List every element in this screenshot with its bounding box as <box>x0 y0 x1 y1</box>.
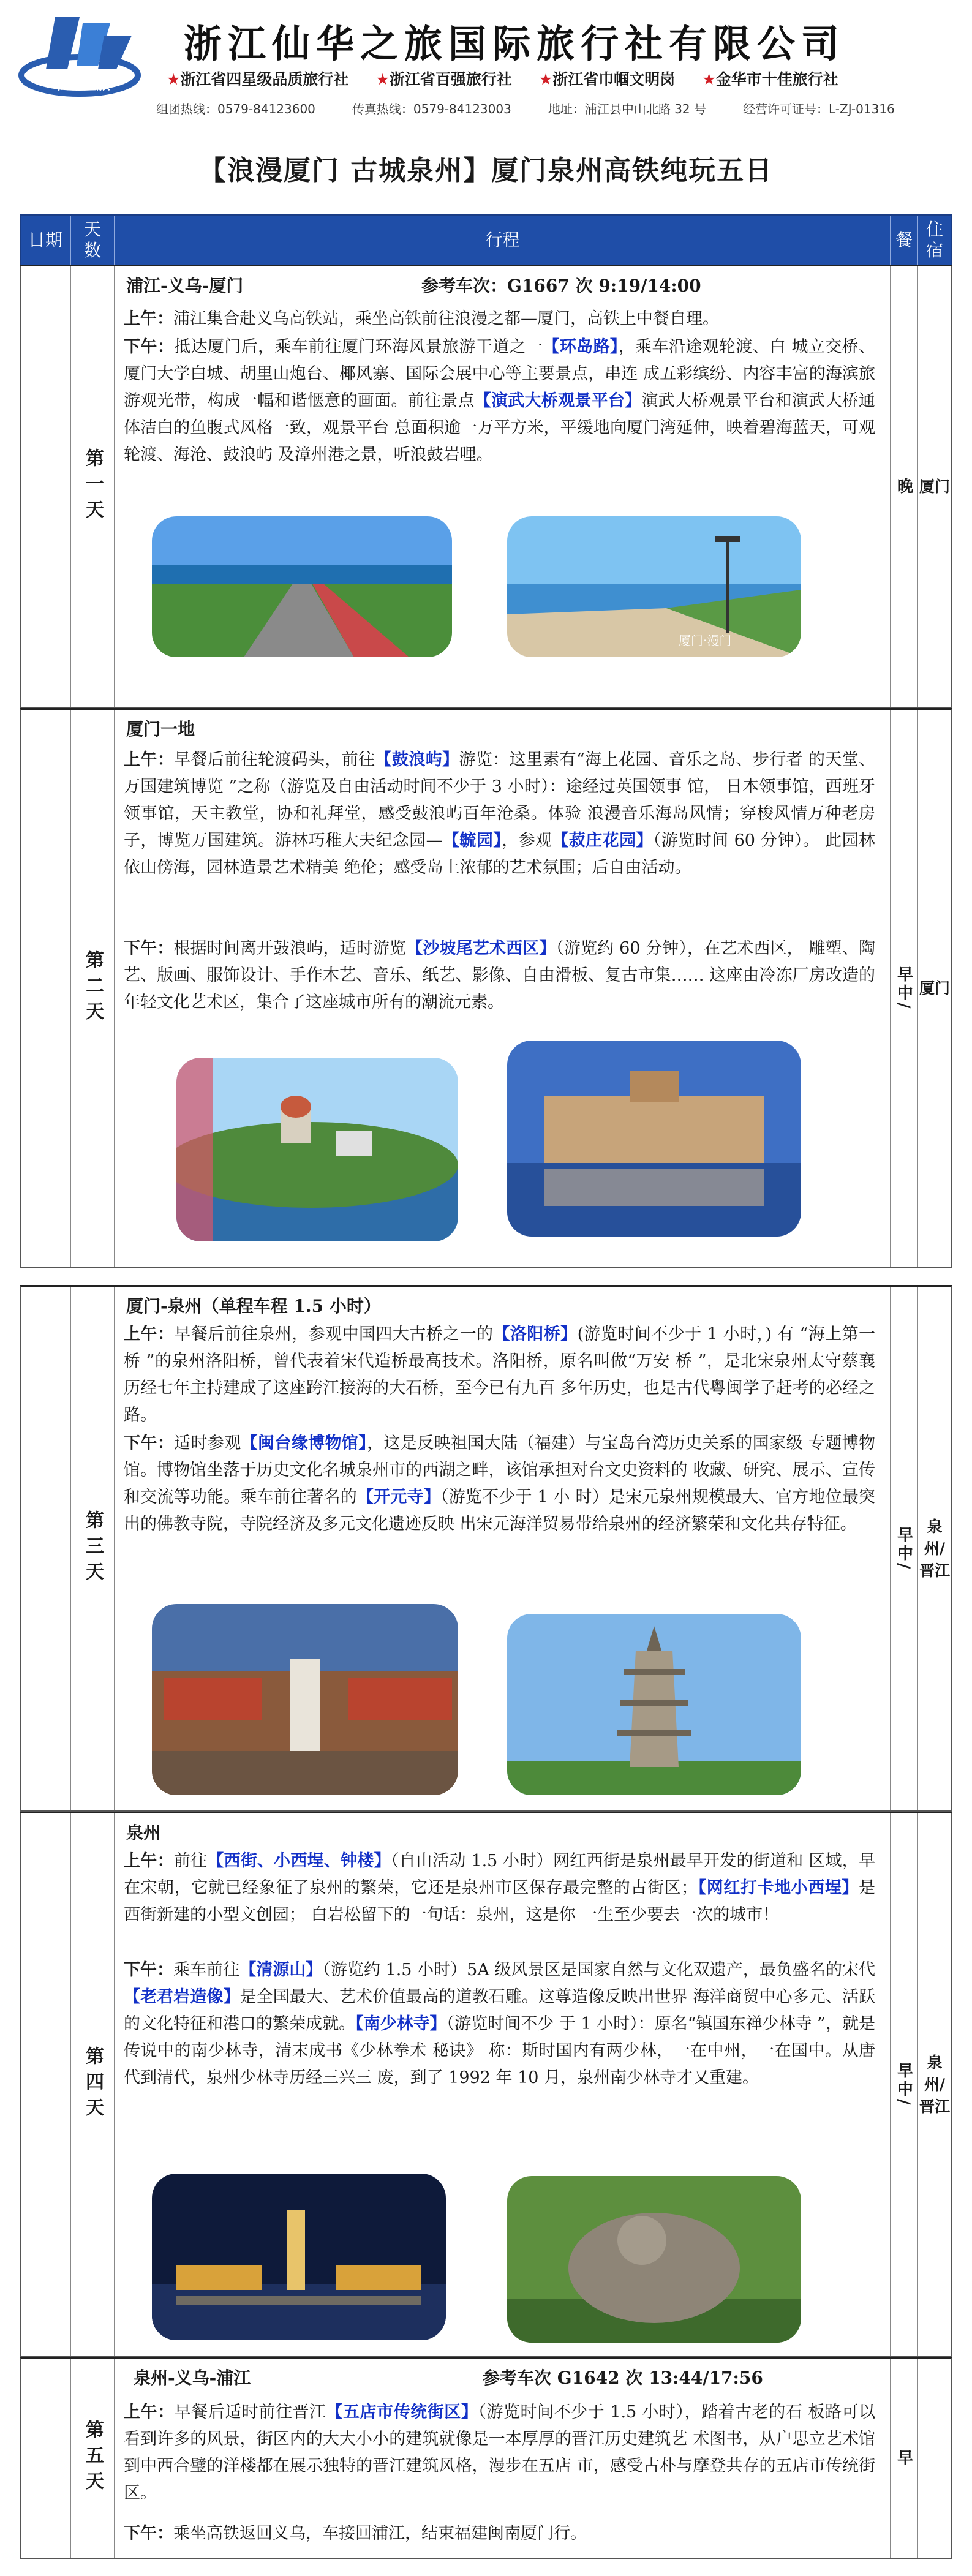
train-info: 参考车次：G1667 次 9:19/14:00 <box>421 276 701 296</box>
itinerary-cell <box>115 2359 891 2558</box>
header-date: 日期 <box>21 216 71 265</box>
photo-kaiyuan-pagoda <box>507 1614 801 1795</box>
date-cell <box>21 1813 71 2356</box>
day-cell <box>71 1287 115 1810</box>
honors-bar <box>167 67 963 89</box>
itinerary-cell <box>115 1813 891 2356</box>
itinerary-cell <box>115 710 891 1267</box>
day-label: 第二天 <box>82 949 104 1027</box>
route-title: 泉州 <box>126 1823 161 1843</box>
date-cell <box>21 266 71 707</box>
header <box>0 0 972 122</box>
honor-item: ★浙江省巾帼文明岗 <box>538 70 676 88</box>
morning-text: 上午：早餐后前往泉州，参观中国四大古桥之一的【洛阳桥】(游览时间不少于 1 小时，) 有 “海上第一桥 ”的泉州洛阳桥，曾代表着宋代造桥最高技术。洛阳桥，原名叫做“万安 桥 ”，是北宋泉州太守蔡襄历经七年主持建成了这座跨江接海的大石桥，至今已有九百 多年历史，也是古代粤闽学子赶考的必经之路。 <box>124 1325 876 1425</box>
morning-text: 上午：早餐后前往轮渡码头，前往【鼓浪屿】游览：这里素有“海上花园、音乐之岛、步行者 的天堂、万国建筑博览 ”之称（游览及自由活动时间不少于 3 小时）：途经过英国领事 馆， 日本领事馆，西班牙领事馆，天主教堂，协和礼拜堂，感受鼓浪屿百年沧桑。体验 浪漫音乐海岛风情；穿梭风情万种老房子，博览万国建筑。游林巧稚大夫纪念园—【毓园】，参观【菽庄花园】（游览时间 60 分钟）。 此园林依山傍海，园林造景艺术精美 绝伦；感受岛上浓郁的艺术氛围；后自由活动。 <box>124 750 876 877</box>
stay-cell: 厦门 <box>919 979 950 997</box>
stay-cell: 厦门 <box>919 477 950 495</box>
morning-text: 上午：浦江集合赴义乌高铁站，乘坐高铁前往浪漫之都—厦门，高铁上中餐自理。 <box>124 309 719 328</box>
page-title: 【浪漫厦门 古城泉州】厦门泉州高铁纯玩五日 <box>198 155 774 186</box>
afternoon-text: 下午：适时参观【闽台缘博物馆】，这是反映祖国大陆（福建）与宝岛台湾历史关系的国家级 专题博物馆。博物馆坐落于历史文化名城泉州市的西湖之畔，该馆承担对台文史资料的 收藏、研究、展示、宣传和交流等功能。乘车前往著名的【开元寺】（游览不少于 1 小 时）是宋元泉州规模最大、官方地位最突出的佛教寺院，寺院经济及多元文化遗迹反映 出宋元海洋贸易带给泉州的经济繁荣和文化共存特征。 <box>124 1434 876 1534</box>
svg-text:厦门·漫门: 厦门·漫门 <box>679 633 732 648</box>
photo-quanzhou-street <box>152 1604 458 1795</box>
honor-item: ★浙江省四星级品质旅行社 <box>167 70 349 88</box>
morning-text: 上午：前往【西街、小西埕、钟楼】（自由活动 1.5 小时）网红西街是泉州最早开发的街道和 区域，早在宋朝，它就已经象征了泉州的繁荣，它还是泉州市区保存最完整的古街区；【网红打卡地小西埕】是西街新建的小型文创园； 白岩松留下的一句话：泉州，这是你 一生至少要去一次的城市！ <box>124 1851 876 1924</box>
afternoon-text: 下午：乘坐高铁返回义乌，车接回浦江，结束福建闽南厦门行。 <box>124 2524 587 2543</box>
meal-cell: 早 <box>891 2359 918 2558</box>
day-row-2 <box>20 708 952 1268</box>
day-cell <box>71 266 115 707</box>
day-row-3 <box>20 1285 952 1812</box>
meal-cell: 早中/ <box>891 710 918 1267</box>
itinerary-cell <box>115 266 891 707</box>
day-cell <box>71 710 115 1267</box>
contact-license: 经营许可证号：L-ZJ-01316 <box>743 102 895 116</box>
stay-label: 泉州/晋江 <box>919 1517 950 1580</box>
header-day: 天数 <box>71 216 115 265</box>
company-logo <box>18 11 147 103</box>
stay-label: 泉州/晋江 <box>919 2053 950 2115</box>
meal-cell: 早中/ <box>891 1813 918 2356</box>
svg-text:仙华之旅: 仙华之旅 <box>56 78 111 93</box>
header-meal: 餐 <box>891 216 918 265</box>
header-stay: 住宿 <box>925 219 943 260</box>
contact-address: 地址：浦江县中山北路 32 号 <box>548 102 707 116</box>
photo-night-street <box>152 2174 446 2340</box>
date-cell <box>21 710 71 1267</box>
stay-cell <box>918 2359 951 2558</box>
route-title: 泉州-义乌-浦江 <box>134 2368 251 2388</box>
contact-fax: 传真热线：0579-84123003 <box>352 102 511 116</box>
day-label: 第四天 <box>82 2046 104 2123</box>
photo-laojun-statue <box>507 2176 801 2343</box>
company-name: 浙江仙华之旅国际旅行社有限公司 <box>184 21 846 66</box>
afternoon-text: 下午：根据时间离开鼓浪屿，适时游览【沙坡尾艺术西区】（游览约 60 分钟），在艺术西区， 雕塑、陶艺、版画、服饰设计、手作木艺、音乐、纸艺、影像、自由滑板、复古市集…… 这座由冷冻厂房改造的年轻文化艺术区，集合了这座城市所有的潮流元素。 <box>124 939 876 1012</box>
route-title: 厦门-泉州（单程车程 1.5 小时） <box>126 1296 381 1316</box>
contact-bar <box>156 99 965 117</box>
route-title: 浦江-义乌-厦门 <box>126 276 244 296</box>
contact-phone: 组团热线：0579-84123600 <box>156 102 315 116</box>
header-itinerary: 行程 <box>115 216 891 265</box>
day-label: 第一天 <box>82 448 104 525</box>
day-row-1 <box>20 265 952 708</box>
day-cell <box>71 2359 115 2558</box>
stay-cell <box>918 1813 951 2356</box>
afternoon-text: 下午：乘车前往【清源山】（游览约 1.5 小时）5A 级风景区是国家自然与文化双遗产，最负盛名的宋代【老君岩造像】是全国最大、艺术价值最高的道教石雕。这尊造像反映出世界 海洋商贸中心多元、活跃的文化特征和港口的繁荣成就。【南少林寺】（游览时间不少 于 1 小时）：原名“镇国东禅少林寺 ”，就是传说中的南少林寺，清末成书《少林拳术 秘诀》 称：斯时国内有两少林，一在中州，一在国中。从唐代到清代，泉州少林寺历经三兴三 废，到了 1992 年 10 月，泉州南少林寺才又重建。 <box>124 1960 876 2087</box>
day-label: 第五天 <box>82 2419 104 2497</box>
photo-art-district <box>507 1041 801 1237</box>
honor-item: ★金华市十佳旅行社 <box>702 70 838 88</box>
date-cell <box>21 1287 71 1810</box>
day-row-5 <box>20 2357 952 2559</box>
photo-seaside-walk <box>507 516 801 657</box>
photo-gulangyu <box>176 1058 458 1241</box>
table-header <box>20 214 952 266</box>
stay-cell <box>918 1287 951 1810</box>
meal-cell: 早中/ <box>891 1287 918 1810</box>
meal-cell: 晚 <box>891 266 918 707</box>
day-label: 第三天 <box>82 1510 104 1587</box>
train-info: 参考车次 G1642 次 13:44/17:56 <box>483 2368 763 2388</box>
photo-ring-road <box>152 516 452 657</box>
morning-text: 上午：早餐后适时前往晋江【五店市传统街区】（游览时间不少于 1.5 小时），踏着古老的石 板路可以看到许多的风景，街区内的大大小小的建筑就像是一本厚厚的晋江历史建筑艺 术图书，从户思立艺术馆到中西合璧的洋楼都在展示独特的晋江建筑风格，漫步在五店 市，感受古朴与摩登共存的五店市传统街区。 <box>124 2403 876 2503</box>
itinerary-cell <box>115 1287 891 1810</box>
day-row-4 <box>20 1812 952 2357</box>
honor-item: ★浙江省百强旅行社 <box>375 70 512 88</box>
date-cell <box>21 2359 71 2558</box>
route-title: 厦门一地 <box>126 719 195 739</box>
day-cell <box>71 1813 115 2356</box>
afternoon-text: 下午：抵达厦门后，乘车前往厦门环海风景旅游干道之一【环岛路】，乘车沿途观轮渡、白 城立交桥、厦门大学白城、胡里山炮台、椰风寨、国际会展中心等主要景点，串连 成五彩缤纷、内容丰富的海滨旅游观光带，构成一幅和谐惬意的画面。前往景点【演武大桥观景平台】演武大桥观景平台和演武大桥通体洁白的鱼腹式风格一致，观景平台 总面积逾一万平方米，平缓地向厦门湾延伸，映着碧海蓝天，可观轮渡、海沧、鼓浪屿 及漳州港之景，听浪鼓岩哩。 <box>124 337 876 464</box>
